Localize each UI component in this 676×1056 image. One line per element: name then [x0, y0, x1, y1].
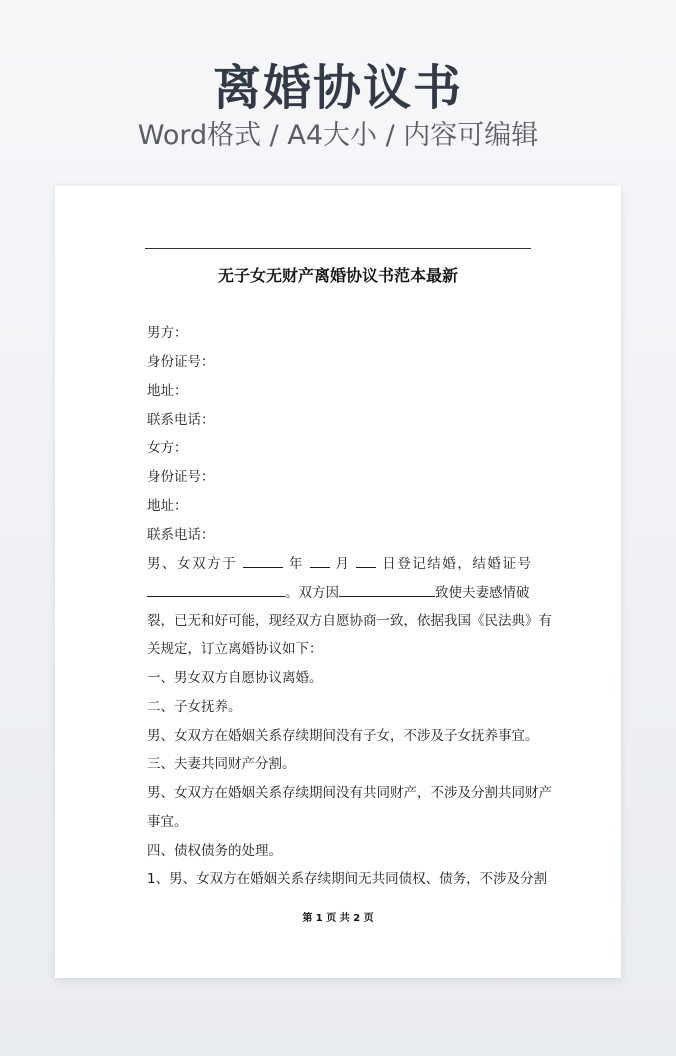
- field-man: 男方：: [147, 325, 188, 341]
- field-woman-id: 身份证号：: [147, 469, 215, 485]
- blank-month: [310, 553, 330, 568]
- intro-line-4: 关规定，订立离婚协议如下：: [147, 641, 323, 657]
- blank-year: [243, 553, 283, 568]
- intro-line-1: [147, 553, 531, 574]
- document-title: 无子女无财产离婚协议书范本最新: [217, 266, 458, 285]
- clause-2-heading: 二、子女抚养。: [147, 699, 242, 715]
- intro-text: 。双方因: [285, 585, 339, 601]
- clause-4-heading: 四、债权债务的处理。: [147, 843, 282, 859]
- intro-line-3: 裂，已无和好可能，现经双方自愿协商一致，依据我国《民法典》有: [147, 613, 552, 629]
- header-subtitle: Word格式 / A4大小 / 内容可编辑: [137, 120, 539, 151]
- clause-3-text-1: 男、女双方在婚姻关系存续期间没有共同财产，不涉及分割共同财产: [147, 785, 552, 801]
- field-man-address: 地址：: [147, 383, 188, 399]
- field-man-id: 身份证号：: [147, 354, 215, 370]
- field-woman: 女方：: [147, 440, 188, 456]
- clause-3-heading: 三、夫妻共同财产分割。: [147, 756, 296, 772]
- header-title: 离婚协议书: [212, 60, 463, 116]
- clause-2-text: 男、女双方在婚姻关系存续期间没有子女，不涉及子女抚养事宜。: [147, 728, 539, 744]
- intro-text: 男、女双方于: [147, 556, 238, 572]
- page-footer: 第 1 页 共 2 页: [302, 913, 374, 924]
- field-woman-phone: 联系电话：: [147, 527, 215, 543]
- blank-reason: [339, 582, 435, 597]
- clause-1: 一、男女双方自愿协议离婚。: [147, 670, 323, 686]
- header-rule: [145, 248, 531, 249]
- intro-text: 日登记结婚，结婚证号: [382, 556, 531, 572]
- field-woman-address: 地址：: [147, 498, 188, 514]
- intro-text: 致使夫妻感情破: [435, 585, 530, 601]
- blank-day: [356, 553, 376, 568]
- blank-certificate-number: [147, 582, 285, 597]
- clause-3-text-2: 事宜。: [147, 814, 188, 830]
- field-man-phone: 联系电话：: [147, 412, 215, 428]
- intro-line-2: [147, 582, 531, 603]
- intro-text: 年: [288, 556, 304, 572]
- clause-4-text-1: 1、男、女双方在婚姻关系存续期间无共同债权、债务，不涉及分割: [147, 871, 548, 887]
- document-page: [55, 186, 621, 978]
- intro-text: 月: [335, 556, 351, 572]
